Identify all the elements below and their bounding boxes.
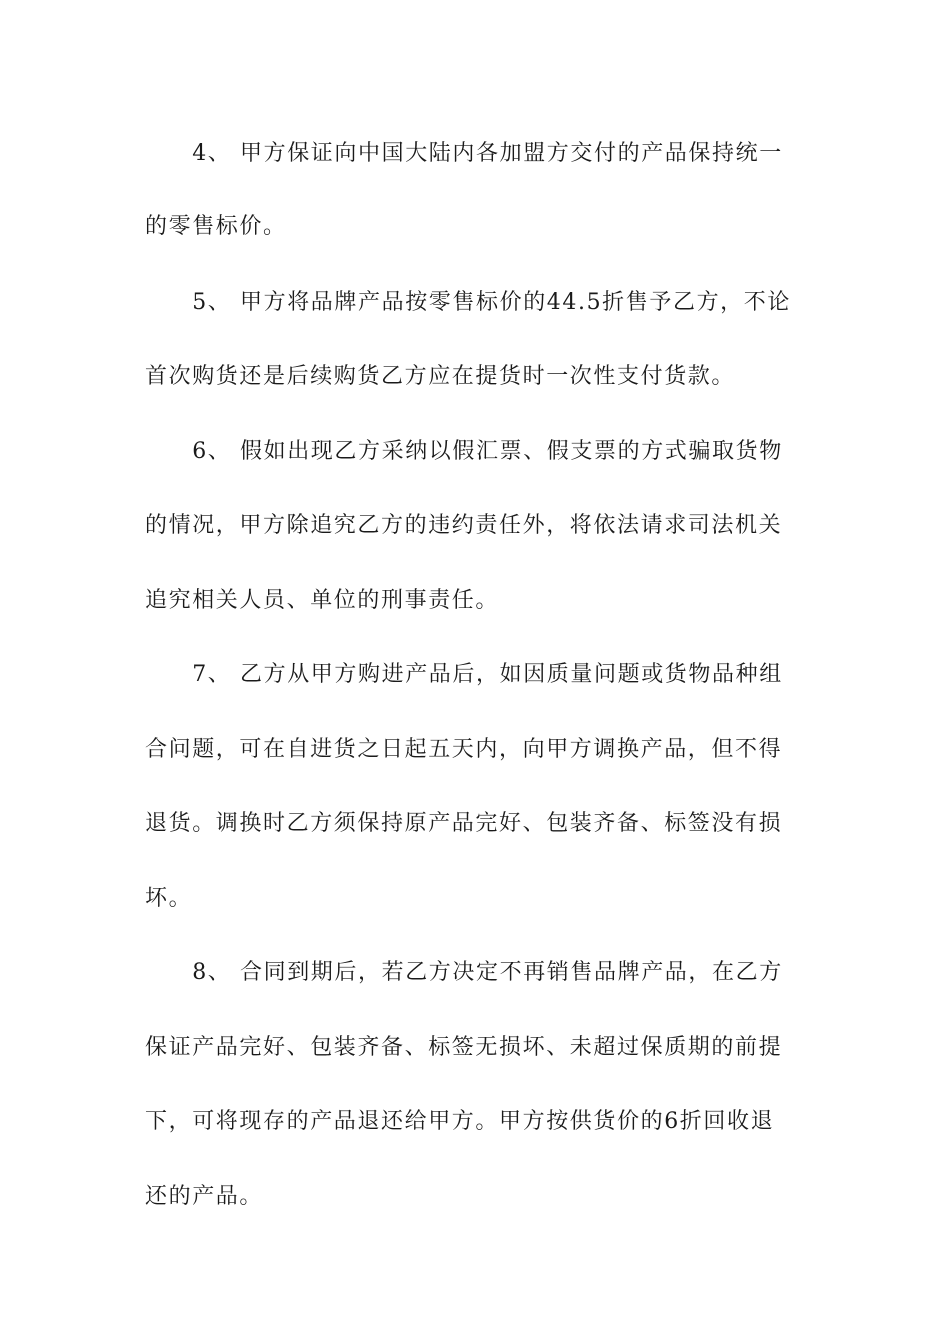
text-line: 合问题，可在自进货之日起五天内，向甲方调换产品，但不得 (145, 737, 783, 762)
text-line: 5、 甲方将品牌产品按零售标价的44.5折售予乙方，不论 (145, 290, 791, 315)
text-line: 的情况，甲方除追究乙方的违约责任外，将依法请求司法机关 (145, 513, 783, 538)
text-line: 退货。调换时乙方须保持原产品完好、包装齐备、标签没有损 (145, 811, 783, 836)
text-line: 4、 甲方保证向中国大陆内各加盟方交付的产品保持统一 (145, 141, 783, 166)
text-line: 坏。 (145, 886, 193, 911)
text-line: 首次购货还是后续购货乙方应在提货时一次性支付货款。 (145, 364, 736, 389)
text-line: 还的产品。 (145, 1184, 264, 1209)
text-line: 追究相关人员、单位的刑事责任。 (145, 588, 500, 613)
text-line: 下，可将现存的产品退还给甲方。甲方按供货价的6折回收退 (145, 1109, 775, 1134)
text-line: 8、 合同到期后，若乙方决定不再销售品牌产品，在乙方 (145, 960, 783, 985)
text-line: 6、 假如出现乙方采纳以假汇票、假支票的方式骗取货物 (145, 439, 783, 464)
text-line: 的零售标价。 (145, 214, 287, 239)
text-line: 7、 乙方从甲方购进产品后，如因质量问题或货物品种组 (145, 662, 783, 687)
text-line: 保证产品完好、包装齐备、标签无损坏、未超过保质期的前提 (145, 1035, 783, 1060)
